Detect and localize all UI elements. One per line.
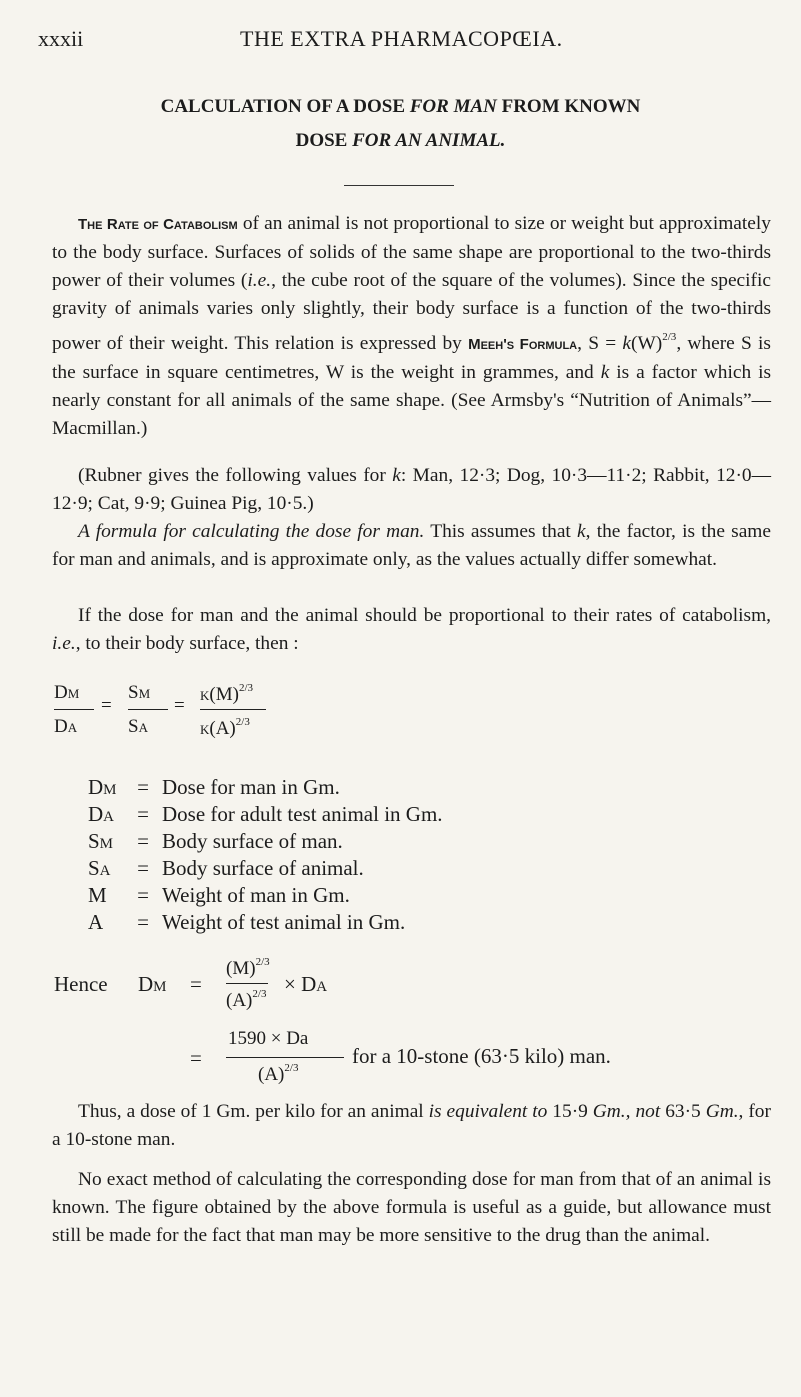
eq-da: Da — [54, 716, 78, 737]
paragraph-rubner: (Rubner gives the following values for k: Man, 12·3; Dog, 10·3—11·2; Rabbit, 12·0—12·9; Cat, 9·9; Guinea Pig, 10·5.) — [52, 465, 772, 514]
eq-sa: Sa — [128, 716, 148, 737]
hence-eq-sign: = — [190, 972, 202, 996]
title-divider — [344, 185, 454, 186]
hence-num-1590: 1590 × Da — [228, 1028, 309, 1049]
paragraph-catabolism: The Rate of Catabolism of an animal is not proportional to size or weight but approximately to the body surface. Surfaces of solids of the same shape are proportional to the two-thirds power of their volumes (i.e., the cube root of the square of the volumes). Since the specific gravity of animals varies only slightly, their body surface is a function of the two-thirds power of their weight. This relation is expressed by Meeh's Formula, $S = k(W)^{2/3}$, where S is the surface in square centimetres, W is the weight in grammes, and k is a factor which is nearly constant for all animals of the same shape. (See Armsby's “Nutrition of Animals”—Macmillan.) — [52, 213, 771, 439]
definition-row: Da = Dose for adult test animal in Gm. — [88, 802, 443, 826]
eq-k-man: $k(M)^{2/3}$ — [200, 682, 253, 705]
eq-dm: Dm — [54, 682, 80, 703]
hence-den-a: $(A)^{2/3}$ — [226, 988, 267, 1011]
hence-label: Hence — [54, 972, 108, 996]
title-line-1: CALCULATION OF A DOSE FOR MAN FROM KNOWN — [160, 96, 641, 117]
lead-phrase: The Rate of Catabolism — [78, 216, 238, 233]
definition-row: Sm = Body surface of man. — [88, 829, 343, 853]
eq-sign: = — [174, 695, 185, 716]
definition-row: A = Weight of test animal in Gm. — [88, 910, 406, 934]
fraction-bar — [128, 709, 168, 710]
fraction-bar — [226, 1057, 344, 1058]
page-number: xxxii — [38, 26, 84, 51]
hence-dm: Dm — [138, 972, 167, 996]
running-title: THE EXTRA PHARMACOPŒIA. — [240, 26, 563, 51]
eq-k-animal: $k(A)^{2/3}$ — [200, 716, 250, 739]
paragraph-proportional: If the dose for man and the animal should be proportional to their rates of catabolism, i.e., to their body surface, then : — [52, 605, 771, 654]
hence-eq-sign-2: = — [190, 1046, 202, 1070]
eq-sm: Sm — [128, 682, 151, 703]
section-title — [0, 90, 801, 158]
eq-sign: = — [101, 695, 112, 716]
fraction-bar — [54, 709, 94, 710]
definition-row: M = Weight of man in Gm. — [88, 883, 350, 907]
fraction-bar — [200, 709, 266, 710]
hence-note: for a 10-stone (63·5 kilo) man. — [352, 1044, 611, 1068]
paragraph-equivalence: Thus, a dose of 1 Gm. per kilo for an animal is equivalent to 15·9 Gm., not 63·5 Gm., for a 10-stone man. — [52, 1101, 771, 1150]
hence-times-da: × Da — [284, 972, 328, 996]
hence-den-a-2: $(A)^{2/3}$ — [258, 1062, 299, 1085]
page-header — [38, 26, 771, 56]
paragraph-formula-intro: A formula for calculating the dose for man. This assumes that k, the factor, is the same for man and animals, and is approximate only, as the values actually differ somewhat. — [52, 521, 771, 570]
title-line-2: DOSE FOR AN ANIMAL. — [295, 130, 506, 151]
fraction-bar — [226, 983, 268, 984]
hence-num-m: $(M)^{2/3}$ — [226, 956, 270, 979]
definition-row: Sa = Body surface of animal. — [88, 856, 364, 880]
meeh-formula-label: Meeh's Formula — [468, 336, 578, 353]
definition-row: Dm = Dose for man in Gm. — [88, 775, 340, 799]
paragraph-caution: No exact method of calculating the corresponding dose for man from that of an animal is known. The figure obtained by the above formula is useful as a guide, but allowance must still be made for the fact that man may be more sensitive to the drug than the animal. — [52, 1169, 771, 1246]
